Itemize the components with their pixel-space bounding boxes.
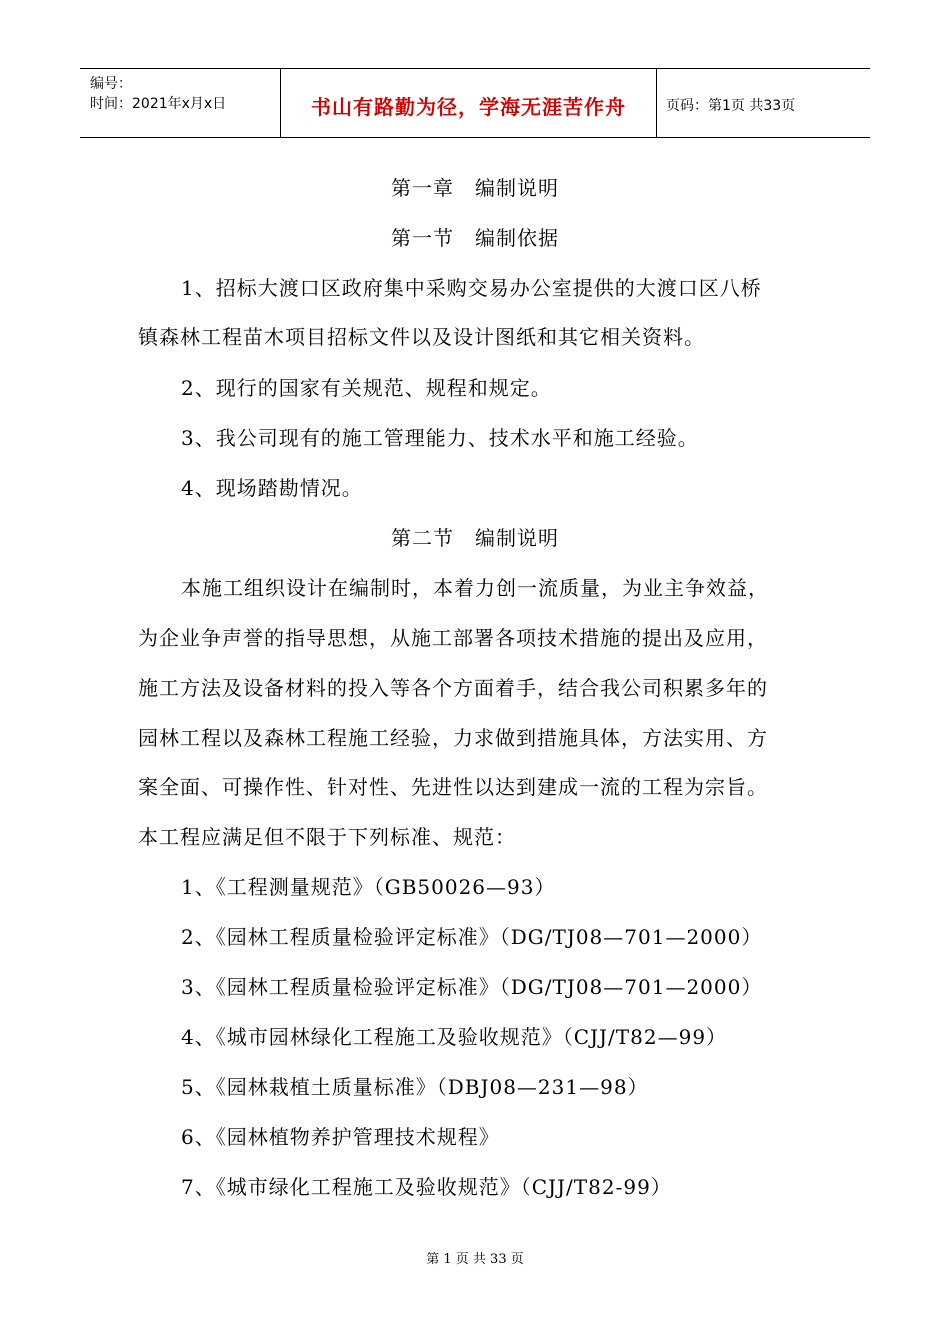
- page-footer: 第 1 页 共 33 页: [426, 1252, 524, 1267]
- list-item: 2、现行的国家有关规范、规程和规定。: [181, 376, 552, 400]
- list-item: 4、现场踏勘情况。: [181, 476, 363, 500]
- list-item: 3、我公司现有的施工管理能力、技术水平和施工经验。: [181, 426, 699, 450]
- paragraph-line: 施工方法及设备材料的投入等各个方面着手，结合我公司积累多年的: [138, 676, 768, 700]
- time-label: 时间：2021年x月x日: [90, 96, 227, 112]
- motto-text: 书山有路勤为径，学海无涯苦作舟: [311, 95, 626, 119]
- header-page-label: 页码：第1页 共33页: [666, 98, 796, 114]
- paragraph-line: 案全面、可操作性、针对性、先进性以达到建成一流的工程为宗旨。: [138, 775, 768, 799]
- standard-item: 3、《园林工程质量检验评定标准》（DG/TJ08—701—2000）: [181, 975, 763, 999]
- paragraph-line: 为企业争声誉的指导思想，从施工部署各项技术措施的提出及应用，: [138, 626, 768, 650]
- chapter-title: 第一章 编制说明: [391, 176, 559, 200]
- standard-item: 7、《城市绿化工程施工及验收规范》（CJJ/T82-99）: [181, 1175, 672, 1199]
- paragraph-line: 本施工组织设计在编制时，本着力创一流质量，为业主争效益，: [181, 576, 769, 600]
- number-label: 编号：: [90, 76, 132, 92]
- standard-item: 6、《园林植物养护管理技术规程》: [181, 1125, 500, 1149]
- header-page-cell: [657, 69, 870, 137]
- standard-item: 2、《园林工程质量检验评定标准》（DG/TJ08—701—2000）: [181, 925, 763, 949]
- paragraph-line: 1、招标大渡口区政府集中采购交易办公室提供的大渡口区八桥: [181, 276, 762, 300]
- paragraph-line: 园林工程以及森林工程施工经验，力求做到措施具体，方法实用、方: [138, 726, 768, 750]
- section-title: 第一节 编制依据: [391, 226, 559, 250]
- standard-item: 5、《园林栽植土质量标准》（DBJ08—231—98）: [181, 1075, 649, 1099]
- standard-item: 4、《城市园林绿化工程施工及验收规范》（CJJ/T82—99）: [181, 1025, 728, 1049]
- section-title: 第二节 编制说明: [391, 526, 559, 550]
- header-motto-cell: [281, 69, 657, 137]
- paragraph-line: 镇森林工程苗木项目招标文件以及设计图纸和其它相关资料。: [138, 325, 705, 349]
- standard-item: 1、《工程测量规范》（GB50026—93）: [181, 875, 556, 899]
- header-meta-cell: [80, 69, 281, 137]
- header-table: [80, 68, 870, 138]
- paragraph-line: 本工程应满足但不限于下列标准、规范：: [138, 825, 516, 849]
